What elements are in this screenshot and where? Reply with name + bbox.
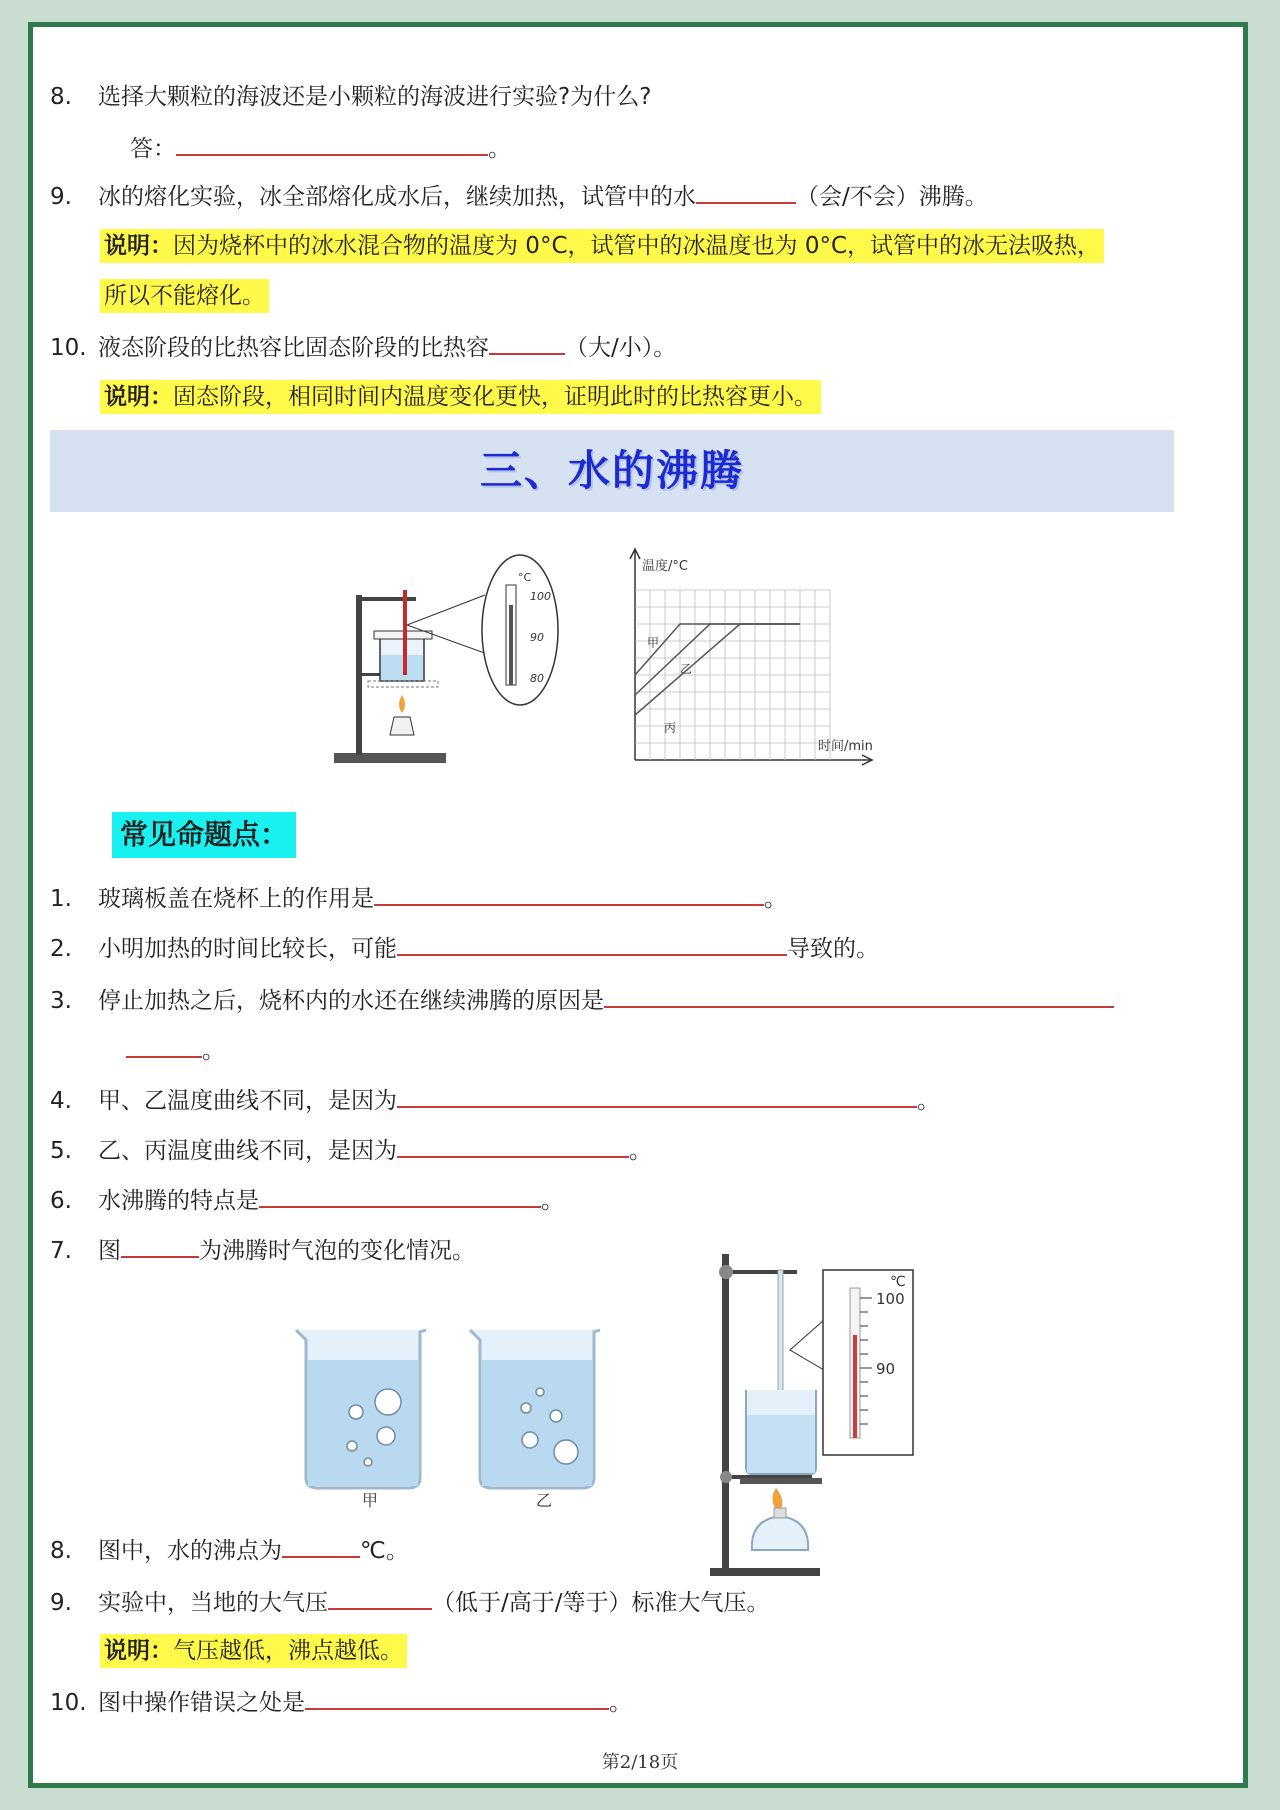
question-3 xyxy=(50,984,1114,1016)
question-tail: 导致的。 xyxy=(787,936,879,962)
beaker-label: 甲 xyxy=(362,1491,379,1510)
question-2 xyxy=(50,932,879,964)
answer-blank[interactable] xyxy=(374,882,764,906)
question-number: 7. xyxy=(50,1238,72,1264)
boiling-apparatus xyxy=(710,1254,913,1576)
bubble xyxy=(377,1427,395,1445)
explanation-9a xyxy=(100,229,1104,263)
alcohol-lamp xyxy=(752,1516,808,1550)
question-number: 3. xyxy=(50,988,72,1014)
question-text: 选择大颗粒的海波还是小颗粒的海波进行实验?为什么? xyxy=(98,84,652,110)
punctuation: 。 xyxy=(541,1188,564,1214)
callout-line xyxy=(407,595,485,625)
beaker-yi xyxy=(470,1330,600,1488)
question-tail: 为沸腾时气泡的变化情况。 xyxy=(199,1238,475,1264)
question-9b xyxy=(50,1586,770,1618)
question-tail: （大/小）。 xyxy=(565,335,677,361)
bubble xyxy=(521,1403,531,1413)
thermometer xyxy=(403,590,407,675)
curve-bing xyxy=(635,624,800,715)
tick-label: 90 xyxy=(876,1360,896,1378)
clamp-knob xyxy=(719,1265,733,1279)
stand-pole xyxy=(722,1254,729,1570)
clamp-knob xyxy=(720,1471,732,1483)
lamp-wick xyxy=(774,1508,786,1518)
y-axis-label: 温度/°C xyxy=(642,559,688,574)
tick-label: 90 xyxy=(530,631,544,644)
page-footer xyxy=(0,1748,1280,1774)
x-axis-label: 时间/min xyxy=(818,739,873,754)
section-header xyxy=(50,430,1174,512)
punctuation: 。 xyxy=(764,886,787,912)
answer-blank[interactable] xyxy=(126,1034,202,1058)
beaker-label: 乙 xyxy=(536,1491,553,1510)
answer-label: 答： xyxy=(130,136,176,162)
answer-blank[interactable] xyxy=(328,1586,432,1610)
clamp-arm xyxy=(722,1270,797,1274)
question-number: 8. xyxy=(50,1538,72,1564)
curve-label: 甲 xyxy=(647,636,660,650)
stand-base xyxy=(334,753,446,763)
question-1 xyxy=(50,882,787,914)
question-8b xyxy=(50,1534,409,1566)
temperature-time-graph xyxy=(630,549,873,765)
question-number: 10. xyxy=(50,335,87,361)
explanation-label: 说明： xyxy=(104,233,173,259)
question-number: 8. xyxy=(50,84,72,110)
explanation-label: 说明： xyxy=(104,1638,173,1664)
answer-blank[interactable] xyxy=(282,1534,360,1558)
question-tail: （低于/高于/等于）标准大气压。 xyxy=(432,1590,770,1616)
water xyxy=(482,1360,592,1486)
flame xyxy=(399,695,405,713)
section-title: 三、水的沸腾 xyxy=(479,446,744,495)
bubble xyxy=(522,1432,538,1448)
punctuation: 。 xyxy=(202,1038,225,1064)
answer-blank[interactable] xyxy=(176,132,488,156)
explanation-text: 所以不能熔化。 xyxy=(104,283,265,309)
answer-line-8 xyxy=(130,132,511,164)
answer-blank[interactable] xyxy=(696,180,796,204)
question-10 xyxy=(50,331,676,363)
tick-label: 100 xyxy=(876,1290,905,1308)
answer-blank[interactable] xyxy=(489,331,565,355)
answer-blank[interactable] xyxy=(397,1084,917,1108)
alcohol-lamp xyxy=(390,717,414,735)
water xyxy=(381,655,423,680)
question-4 xyxy=(50,1084,940,1116)
boiling-experiment-figure xyxy=(330,545,930,775)
question-tail: （会/不会）沸腾。 xyxy=(796,184,988,210)
question-3-continued xyxy=(126,1034,225,1066)
question-number: 10. xyxy=(50,1690,87,1716)
bubble xyxy=(375,1389,401,1415)
punctuation: 。 xyxy=(609,1690,632,1716)
answer-blank[interactable] xyxy=(121,1234,199,1258)
explanation-text: 固态阶段，相同时间内温度变化更快，证明此时的比热容更小。 xyxy=(173,384,817,410)
question-10b xyxy=(50,1686,632,1718)
answer-blank[interactable] xyxy=(259,1184,541,1208)
punctuation: 。 xyxy=(488,136,511,162)
question-text: 水沸腾的特点是 xyxy=(98,1188,259,1214)
bubble xyxy=(550,1410,562,1422)
bubble xyxy=(364,1458,372,1466)
page-number: 第2/18页 xyxy=(601,1752,679,1773)
bubble xyxy=(536,1388,544,1396)
curve-label: 丙 xyxy=(664,721,677,735)
answer-blank[interactable] xyxy=(305,1686,609,1710)
unit-label: ℃ xyxy=(890,1274,906,1290)
question-text: 玻璃板盖在烧杯上的作用是 xyxy=(98,886,374,912)
question-5 xyxy=(50,1134,652,1166)
curve-yi xyxy=(635,624,800,695)
explanation-9-boiling xyxy=(100,1634,407,1668)
question-text: 图 xyxy=(98,1238,121,1264)
common-points-title xyxy=(112,812,296,858)
beaker-jia xyxy=(296,1330,426,1488)
question-text: 小明加热的时间比较长，可能 xyxy=(98,936,397,962)
tick-label: 100 xyxy=(530,590,551,603)
question-number: 6. xyxy=(50,1188,72,1214)
question-text: 冰的熔化实验，冰全部熔化成水后，继续加热，试管中的水 xyxy=(98,184,696,210)
question-text: 停止加热之后，烧杯内的水还在继续沸腾的原因是 xyxy=(98,988,604,1014)
question-number: 9. xyxy=(50,184,72,210)
punctuation: 。 xyxy=(917,1088,940,1114)
question-number: 4. xyxy=(50,1088,72,1114)
mercury-column xyxy=(853,1335,857,1438)
bubbles-figure xyxy=(290,1250,950,1580)
wire-gauze xyxy=(368,681,438,687)
answer-blank[interactable] xyxy=(397,932,787,956)
question-6 xyxy=(50,1184,564,1216)
title-text: 常见命题点： xyxy=(120,818,289,851)
bubble xyxy=(554,1440,578,1464)
question-text: 图中操作错误之处是 xyxy=(98,1690,305,1716)
question-text: 甲、乙温度曲线不同，是因为 xyxy=(98,1088,397,1114)
question-8 xyxy=(50,82,651,112)
question-text: 乙、丙温度曲线不同，是因为 xyxy=(98,1138,397,1164)
explanation-9b xyxy=(100,279,269,313)
question-number: 9. xyxy=(50,1590,72,1616)
mercury-column xyxy=(509,605,513,685)
bubble xyxy=(347,1441,357,1451)
question-number: 2. xyxy=(50,936,72,962)
question-number: 5. xyxy=(50,1138,72,1164)
explanation-10 xyxy=(100,380,821,414)
question-text: 实验中，当地的大气压 xyxy=(98,1590,328,1616)
curve-label: 乙 xyxy=(680,662,693,676)
question-text: 图中，水的沸点为 xyxy=(98,1538,282,1564)
punctuation: 。 xyxy=(629,1138,652,1164)
curve-jia xyxy=(635,624,800,675)
explanation-label: 说明： xyxy=(104,384,173,410)
water xyxy=(747,1415,815,1473)
answer-blank[interactable] xyxy=(397,1134,629,1158)
explanation-text: 因为烧杯中的冰水混合物的温度为 0°C，试管中的冰温度也为 0°C，试管中的冰无法吸热， xyxy=(173,233,1101,259)
tick-label: 80 xyxy=(530,672,544,685)
unit-label: °C xyxy=(518,571,532,584)
question-9 xyxy=(50,180,988,212)
question-number: 1. xyxy=(50,886,72,912)
question-tail: ℃。 xyxy=(360,1538,409,1564)
water xyxy=(308,1360,418,1486)
explanation-text: 气压越低，沸点越低。 xyxy=(173,1638,403,1664)
callout-pointer xyxy=(790,1320,824,1370)
question-text: 液态阶段的比热容比固态阶段的比热容 xyxy=(98,335,489,361)
bubble xyxy=(349,1405,363,1419)
wire-gauze xyxy=(740,1478,822,1484)
answer-blank[interactable] xyxy=(604,984,1114,1008)
